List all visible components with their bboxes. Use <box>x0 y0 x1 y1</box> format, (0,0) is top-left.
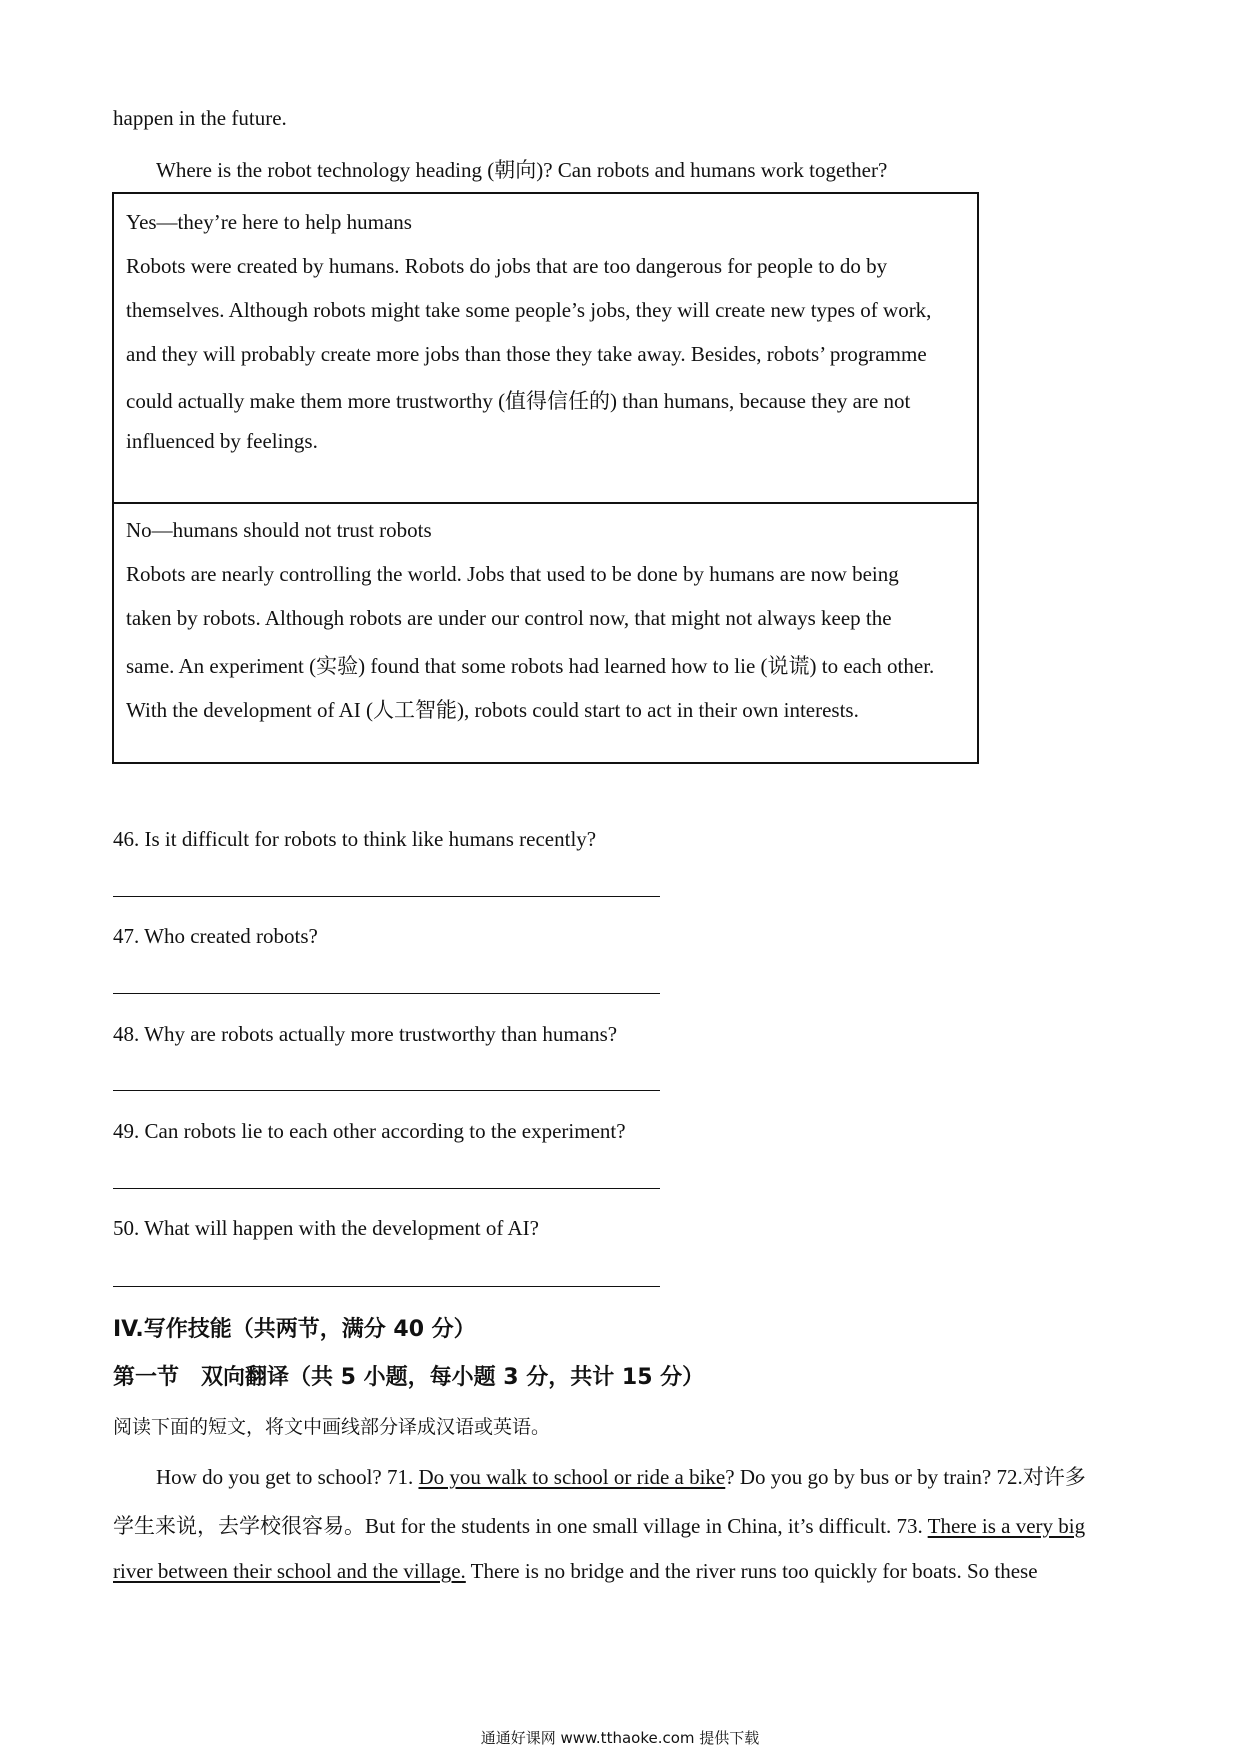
translation-line-3 <box>113 1559 1038 1584</box>
no-box-line: taken by robots. Although robots are under our control now, that might not always keep the <box>126 606 892 630</box>
question-49: 49. Can robots lie to each other according to the experiment? <box>113 1119 626 1143</box>
underlined-item-73-end: river between their school and the village. <box>113 1559 466 1583</box>
yes-box-line: and they will probably create more jobs than those they take away. Besides, robots’ programme <box>126 342 927 366</box>
no-box-title: No—humans should not trust robots <box>126 518 432 542</box>
translation-text: ? Do you go by bus or by train? 72.对许多 <box>725 1465 1086 1489</box>
answer-line-48[interactable] <box>113 1090 660 1091</box>
section-instruction: 阅读下面的短文，将文中画线部分译成汉语或英语。 <box>113 1416 551 1438</box>
no-box-line: Robots are nearly controlling the world. Jobs that used to be done by humans are now being <box>126 562 899 586</box>
yes-argument-box <box>112 192 979 504</box>
translation-text: 学生来说，去学校很容易。But for the students in one small village in China, it’s difficult. 73. <box>113 1514 928 1538</box>
translation-line-2 <box>113 1510 1085 1540</box>
page-footer: 通通好课网 www.tthaoke.com 提供下载 <box>480 1729 760 1747</box>
question-46: 46. Is it difficult for robots to think like humans recently? <box>113 827 597 851</box>
answer-line-49[interactable] <box>113 1188 660 1189</box>
question-50: 50. What will happen with the development of AI? <box>113 1216 539 1240</box>
no-box-line: With the development of AI (人工智能), robots could start to act in their own interests. <box>126 698 859 722</box>
passage-intro-line: happen in the future. <box>113 106 287 130</box>
yes-box-line: influenced by feelings. <box>126 429 318 453</box>
yes-box-title: Yes—they’re here to help humans <box>126 210 412 234</box>
yes-box-line: could actually make them more trustworthy (值得信任的) than humans, because they are not <box>126 389 911 413</box>
question-48: 48. Why are robots actually more trustworthy than humans? <box>113 1022 618 1046</box>
translation-text: How do you get to school? 71. <box>156 1465 419 1489</box>
underlined-item-71: Do you walk to school or ride a bike <box>418 1465 726 1489</box>
underlined-item-73-start: There is a very big <box>927 1514 1086 1538</box>
question-47: 47. Who created robots? <box>113 924 318 948</box>
translation-line-1 <box>156 1461 1086 1491</box>
yes-box-line: Robots were created by humans. Robots do jobs that are too dangerous for people to do by <box>126 254 888 278</box>
no-box-line: same. An experiment (实验) found that some robots had learned how to lie (说谎) to each other. <box>126 654 935 678</box>
section-subheading: 第一节 双向翻译（共 5 小题，每小题 3 分，共计 15 分） <box>113 1365 705 1390</box>
no-argument-box <box>112 502 979 764</box>
yes-box-line: themselves. Although robots might take some people’s jobs, they will create new types of work, <box>126 298 932 322</box>
answer-line-47[interactable] <box>113 993 660 994</box>
section-heading: IV.写作技能（共两节，满分 40 分） <box>113 1317 476 1342</box>
answer-line-50[interactable] <box>113 1286 660 1287</box>
passage-question-intro: Where is the robot technology heading (朝向)? Can robots and humans work together? <box>156 158 888 182</box>
answer-line-46[interactable] <box>113 896 660 897</box>
translation-text: There is no bridge and the river runs too quickly for boats. So these <box>465 1559 1038 1583</box>
